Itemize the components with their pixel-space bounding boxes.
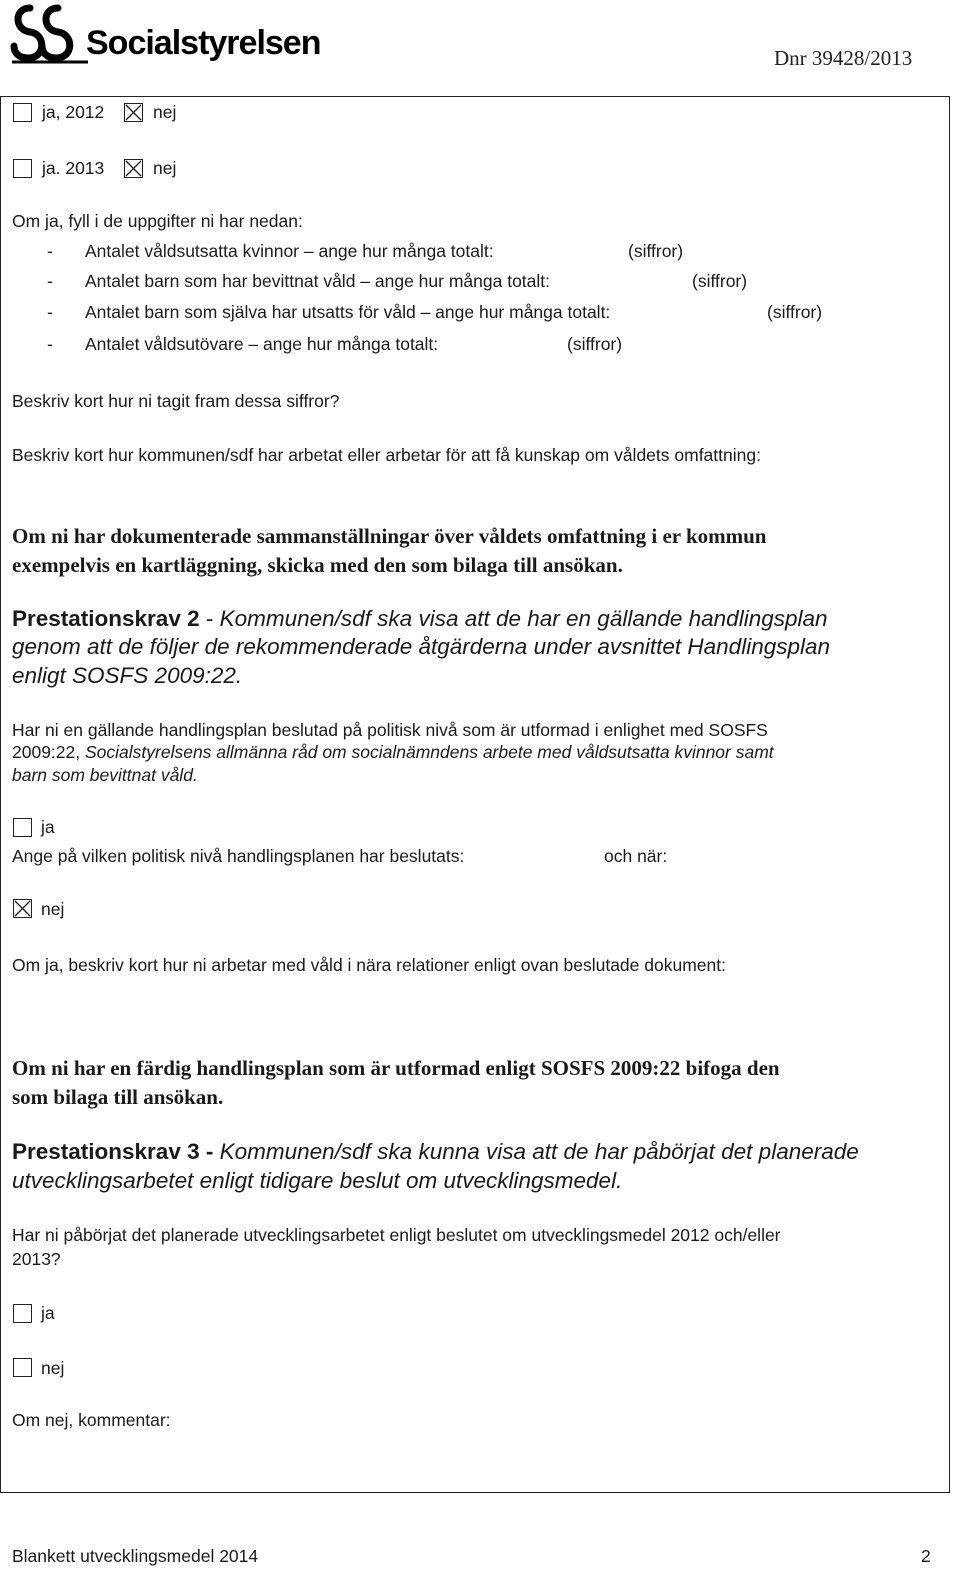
list-item-text: Antalet barn som har bevittnat våld – ange hur många totalt: (85, 271, 551, 291)
om-ja-intro: Om ja, fyll i de uppgifter ni har nedan: (12, 211, 303, 231)
plan-note-line1: Om ni har en färdig handlingsplan som är utformad enligt SOSFS 2009:22 bifoga den (12, 1056, 780, 1080)
plan-nar-prompt: och när: (604, 846, 668, 866)
beskriv-siffror: Beskriv kort hur ni tagit fram dessa siffror? (12, 391, 340, 411)
cross-mark-icon (14, 900, 31, 917)
footer-title: Blankett utvecklingsmedel 2014 (12, 1546, 259, 1566)
list-dash: - (47, 302, 53, 322)
label-utv-nej: nej (41, 1358, 65, 1378)
prestationskrav-3-text-line1: Kommunen/sdf ska kunna visa att de har påbörjat det planerade (219, 1139, 859, 1164)
logo-text: Socialstyrelsen (86, 24, 321, 62)
label-ja-2012: ja, 2012 (42, 102, 105, 122)
socialstyrelsen-emblem-icon (10, 2, 90, 66)
checkbox-utv-ja[interactable] (13, 1304, 32, 1323)
list-dash: - (47, 334, 53, 354)
utv-question-line1: Har ni påbörjat det planerade utvecklingsarbetet enligt beslutet om utvecklingsmedel 2012 och/eller (12, 1225, 781, 1245)
label-plan-ja: ja (41, 817, 55, 837)
list-item-unit: (siffror) (767, 302, 823, 322)
prestationskrav-3-text-line2: utvecklingsarbetet enligt tidigare beslut om utvecklingsmedel. (12, 1168, 623, 1193)
plan-niva-prompt: Ange på vilken politisk nivå handlingsplanen har beslutats: (12, 846, 465, 866)
list-item-unit: (siffror) (628, 241, 684, 261)
document-number: Dnr 39428/2013 (774, 46, 913, 70)
label-nej-2012: nej (153, 102, 177, 122)
plan-note-line2: som bilaga till ansökan. (12, 1085, 224, 1109)
plan-question-line3: barn som bevittnat våld. (12, 765, 198, 785)
list-item-unit: (siffror) (692, 271, 748, 291)
list-dash: - (47, 241, 53, 261)
list-item-text: Antalet våldsutsatta kvinnor – ange hur många totalt: (85, 241, 494, 261)
plan-beskriv-prompt: Om ja, beskriv kort hur ni arbetar med våld i nära relationer enligt ovan beslutade dokument: (12, 955, 726, 975)
prestationskrav-3-line1 (12, 1137, 859, 1166)
prestationskrav-2-text-line2: genom att de följer de rekommenderade åtgärderna under avsnittet Handlingsplan (12, 634, 831, 659)
dokumentation-note-line1: Om ni har dokumenterade sammanställningar över våldets omfattning i er kommun (12, 524, 767, 548)
checkbox-nej-2012[interactable] (124, 103, 143, 122)
checkbox-plan-ja[interactable] (13, 818, 32, 837)
label-nej-2013: nej (153, 158, 177, 178)
plan-question-line2 (12, 741, 774, 763)
list-dash: - (47, 271, 53, 291)
prestationskrav-2-label: Prestationskrav 2 (12, 606, 200, 631)
label-ja-2013: ja. 2013 (42, 158, 105, 178)
checkbox-utv-nej[interactable] (13, 1358, 32, 1377)
list-item-text: Antalet barn som själva har utsatts för våld – ange hur många totalt: (85, 302, 611, 322)
prestationskrav-2-text-line1: Kommunen/sdf ska visa att de har en gällande handlingsplan (219, 606, 828, 631)
list-item-text: Antalet våldsutövare – ange hur många totalt: (85, 334, 439, 354)
cross-mark-icon (125, 104, 142, 121)
checkbox-ja-2013[interactable] (13, 159, 32, 178)
utv-question-line2: 2013? (12, 1249, 61, 1269)
checkbox-nej-2013[interactable] (124, 159, 143, 178)
prestationskrav-2-separator: - (199, 606, 220, 631)
checkbox-plan-nej[interactable] (13, 899, 32, 918)
page-number: 2 (921, 1546, 931, 1566)
plan-question-line1: Har ni en gällande handlingsplan beslutad på politisk nivå som är utformad i enlighet med SOSFS (12, 720, 768, 740)
dokumentation-note-line2: exempelvis en kartläggning, skicka med den som bilaga till ansökan. (12, 553, 623, 577)
label-plan-nej: nej (41, 899, 65, 919)
utv-kommentar-prompt: Om nej, kommentar: (12, 1410, 171, 1430)
list-item-unit: (siffror) (567, 334, 623, 354)
plan-question-ref: 2009:22, (12, 742, 85, 762)
label-utv-ja: ja (41, 1303, 55, 1323)
checkbox-ja-2012[interactable] (13, 103, 32, 122)
prestationskrav-2-line1 (12, 604, 828, 633)
cross-mark-icon (125, 160, 142, 177)
beskriv-kunskap: Beskriv kort hur kommunen/sdf har arbetat eller arbetar för att få kunskap om våldets omfattning: (12, 445, 761, 465)
plan-question-italic: Socialstyrelsens allmänna råd om socialnämndens arbete med våldsutsatta kvinnor samt (84, 742, 774, 762)
prestationskrav-3-label: Prestationskrav 3 - (12, 1139, 220, 1164)
logo (10, 0, 340, 70)
prestationskrav-2-text-line3: enligt SOSFS 2009:22. (12, 663, 243, 688)
